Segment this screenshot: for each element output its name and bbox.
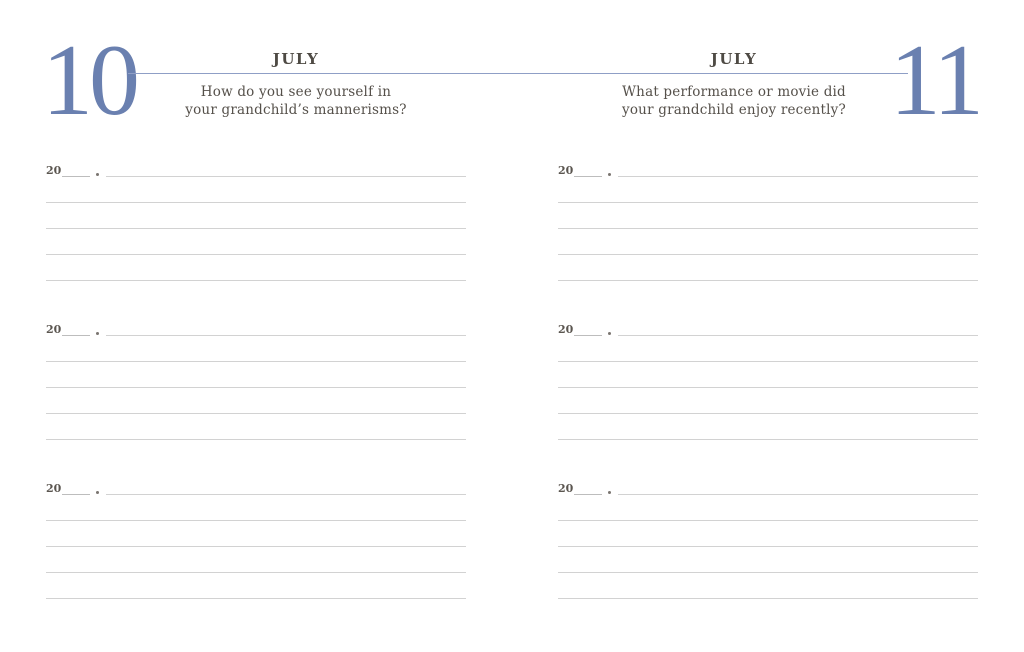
year-row	[558, 323, 978, 339]
writing-line[interactable]	[106, 335, 466, 336]
year-blank-line[interactable]	[62, 335, 90, 336]
writing-line[interactable]	[46, 439, 466, 440]
prompt-line-1: How do you see yourself in	[200, 84, 392, 100]
writing-line[interactable]	[46, 387, 466, 388]
year-row	[46, 164, 466, 180]
prompt-line-2: your grandchild enjoy recently?	[622, 102, 846, 118]
writing-line[interactable]	[46, 361, 466, 362]
writing-line[interactable]	[46, 572, 466, 573]
writing-line[interactable]	[558, 413, 978, 414]
entry-block	[558, 323, 978, 453]
header-rule	[512, 73, 908, 74]
month-label: JULY	[272, 50, 320, 68]
writing-line[interactable]	[46, 546, 466, 547]
year-row	[46, 482, 466, 498]
bullet-dot	[608, 491, 611, 494]
year-prefix: 20	[46, 164, 62, 177]
writing-line[interactable]	[558, 520, 978, 521]
entry-block	[46, 482, 466, 612]
right-page	[512, 0, 1024, 652]
bullet-dot	[96, 491, 99, 494]
entry-block	[558, 164, 978, 294]
writing-line[interactable]	[46, 202, 466, 203]
year-prefix: 20	[46, 323, 62, 336]
writing-line[interactable]	[106, 176, 466, 177]
year-row	[558, 164, 978, 180]
year-blank-line[interactable]	[574, 176, 602, 177]
prompt-line-2: your grandchild’s mannerisms?	[185, 102, 407, 118]
writing-line[interactable]	[558, 572, 978, 573]
journal-prompt	[574, 83, 894, 119]
bullet-dot	[608, 173, 611, 176]
writing-line[interactable]	[558, 439, 978, 440]
writing-line[interactable]	[46, 280, 466, 281]
day-number: 11	[889, 24, 980, 137]
writing-line[interactable]	[46, 520, 466, 521]
writing-line[interactable]	[618, 335, 978, 336]
year-blank-line[interactable]	[574, 494, 602, 495]
year-blank-line[interactable]	[574, 335, 602, 336]
writing-line[interactable]	[106, 494, 466, 495]
year-blank-line[interactable]	[62, 176, 90, 177]
writing-line[interactable]	[618, 494, 978, 495]
year-prefix: 20	[558, 323, 574, 336]
writing-line[interactable]	[46, 228, 466, 229]
writing-line[interactable]	[558, 280, 978, 281]
journal-prompt	[136, 83, 456, 119]
year-prefix: 20	[558, 482, 574, 495]
bullet-dot	[96, 173, 99, 176]
bullet-dot	[96, 332, 99, 335]
writing-line[interactable]	[558, 228, 978, 229]
year-prefix: 20	[558, 164, 574, 177]
writing-line[interactable]	[46, 598, 466, 599]
writing-line[interactable]	[618, 176, 978, 177]
month-label: JULY	[710, 50, 758, 68]
header-rule	[128, 73, 512, 74]
year-prefix: 20	[46, 482, 62, 495]
writing-line[interactable]	[558, 202, 978, 203]
writing-line[interactable]	[558, 387, 978, 388]
writing-line[interactable]	[558, 361, 978, 362]
writing-line[interactable]	[558, 254, 978, 255]
writing-line[interactable]	[46, 254, 466, 255]
entry-block	[46, 323, 466, 453]
entry-block	[558, 482, 978, 612]
day-number: 10	[42, 24, 136, 137]
year-blank-line[interactable]	[62, 494, 90, 495]
writing-line[interactable]	[558, 546, 978, 547]
entry-block	[46, 164, 466, 294]
year-row	[558, 482, 978, 498]
writing-line[interactable]	[558, 598, 978, 599]
bullet-dot	[608, 332, 611, 335]
writing-line[interactable]	[46, 413, 466, 414]
prompt-line-1: What performance or movie did	[622, 84, 846, 100]
year-row	[46, 323, 466, 339]
